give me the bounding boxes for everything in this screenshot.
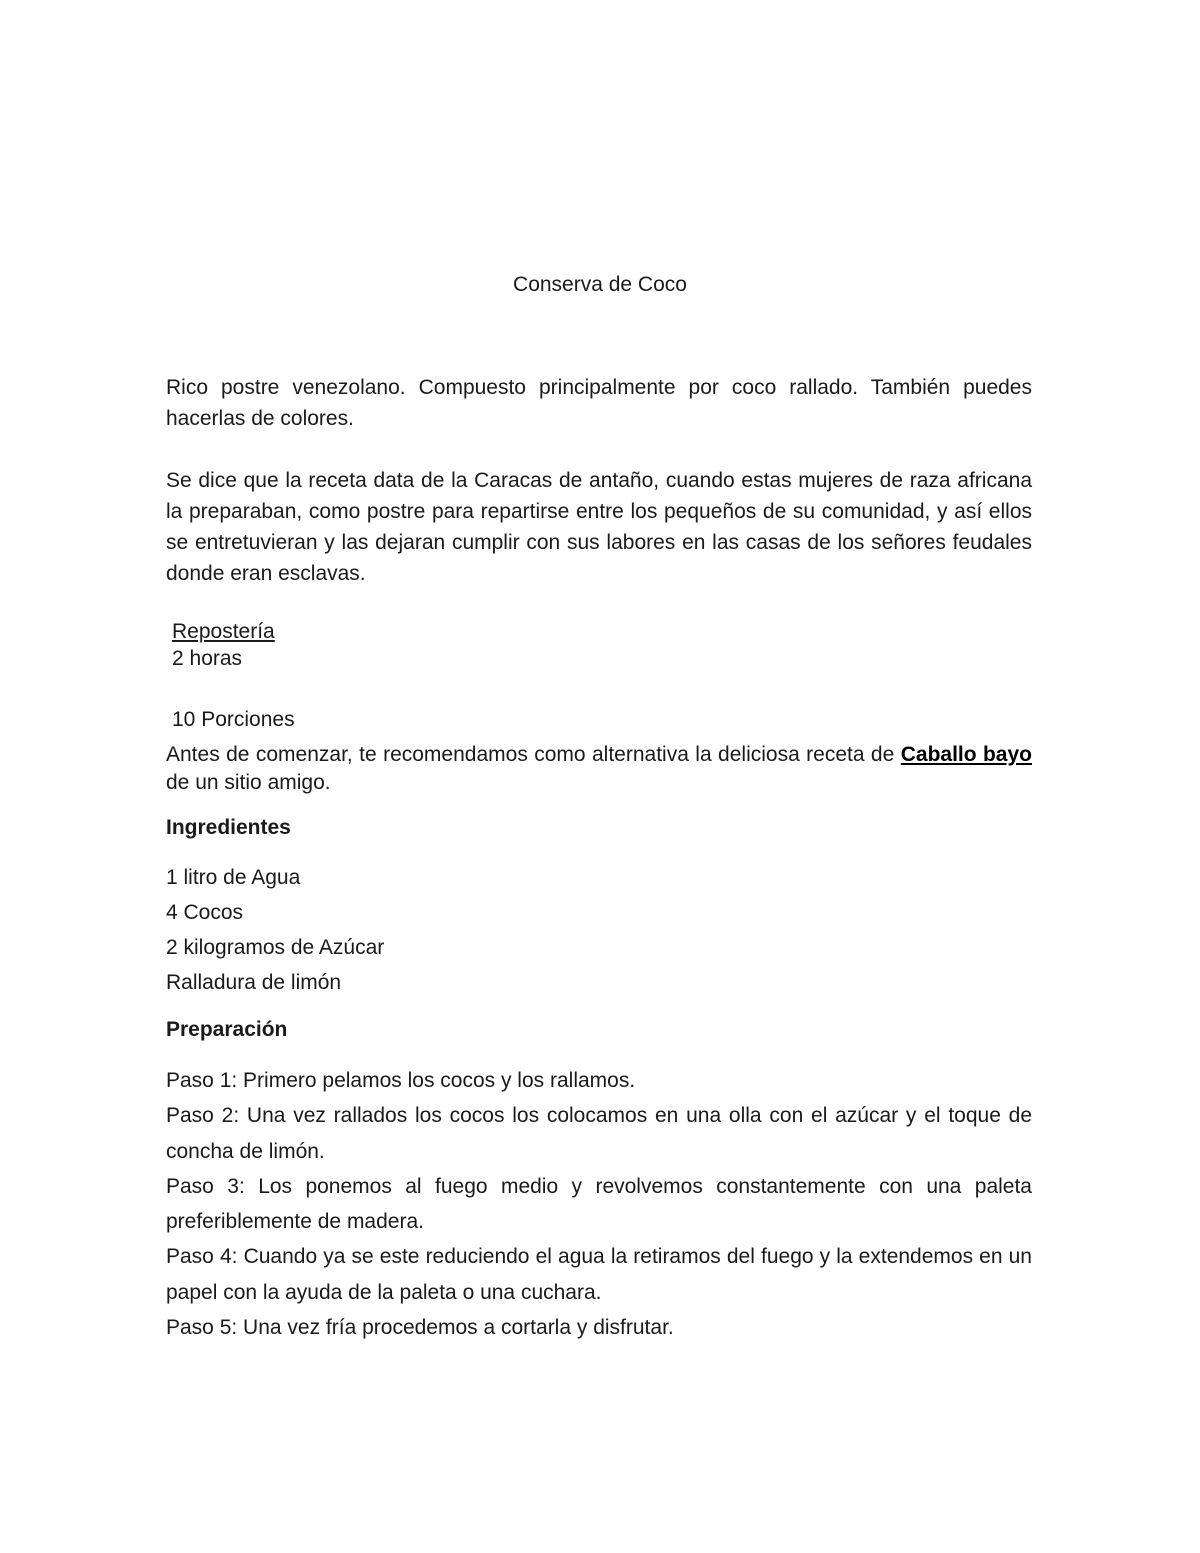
ingredient-item: 4 Cocos bbox=[166, 901, 244, 924]
recipe-title: Conserva de Coco bbox=[513, 273, 687, 296]
preparation-step: Paso 1: Primero pelamos los cocos y los rallamos. bbox=[166, 1069, 636, 1092]
recommendation-text-end: de un sitio amigo. bbox=[166, 771, 331, 794]
recipe-portions: 10 Porciones bbox=[172, 708, 295, 731]
preparation-step: Paso 3: Los ponemos al fuego medio y revolvemos constantemente con una paleta preferiblemente de madera. bbox=[166, 1174, 1032, 1234]
recipe-category: Repostería bbox=[172, 620, 275, 643]
ingredient-item: 2 kilogramos de Azúcar bbox=[166, 936, 385, 959]
ingredient-item: 1 litro de Agua bbox=[166, 866, 301, 889]
preparation-heading: Preparación bbox=[166, 1018, 288, 1041]
preparation-step: Paso 4: Cuando ya se este reduciendo el agua la retiramos del fuego y la extendemos en un papel con la ayuda de la paleta o una cuchara. bbox=[166, 1245, 1032, 1304]
preparation-step: Paso 5: Una vez fría procedemos a cortarla y disfrutar. bbox=[166, 1316, 674, 1340]
caballo-bayo-link[interactable]: Caballo bayo bbox=[900, 743, 1032, 766]
intro-paragraph: Rico postre venezolano. Compuesto principalmente por coco rallado. También puedes hacerlas de colores. bbox=[166, 376, 1032, 430]
recommendation-paragraph bbox=[166, 741, 1032, 797]
preparation-steps bbox=[166, 1063, 1032, 1345]
ingredient-item: Ralladura de limón bbox=[166, 971, 342, 994]
history-paragraph: Se dice que la receta data de la Caracas de antaño, cuando estas mujeres de raza africana la preparaban, como postre para repartirse entre los pequeños de su comunidad, y así ellos se entretuvieran y las dejaran cumplir con sus labores en las casas de los señores feudales donde eran esclavas. bbox=[166, 469, 1032, 585]
preparation-step: Paso 2: Una vez rallados los cocos los colocamos en una olla con el azúcar y el toque de concha de limón. bbox=[166, 1104, 1032, 1163]
recommendation-text: Antes de comenzar, te recomendamos como alternativa la deliciosa receta de bbox=[166, 743, 895, 766]
ingredients-list bbox=[166, 860, 1032, 1000]
recipe-time: 2 horas bbox=[172, 647, 243, 670]
ingredients-heading: Ingredientes bbox=[166, 816, 291, 839]
